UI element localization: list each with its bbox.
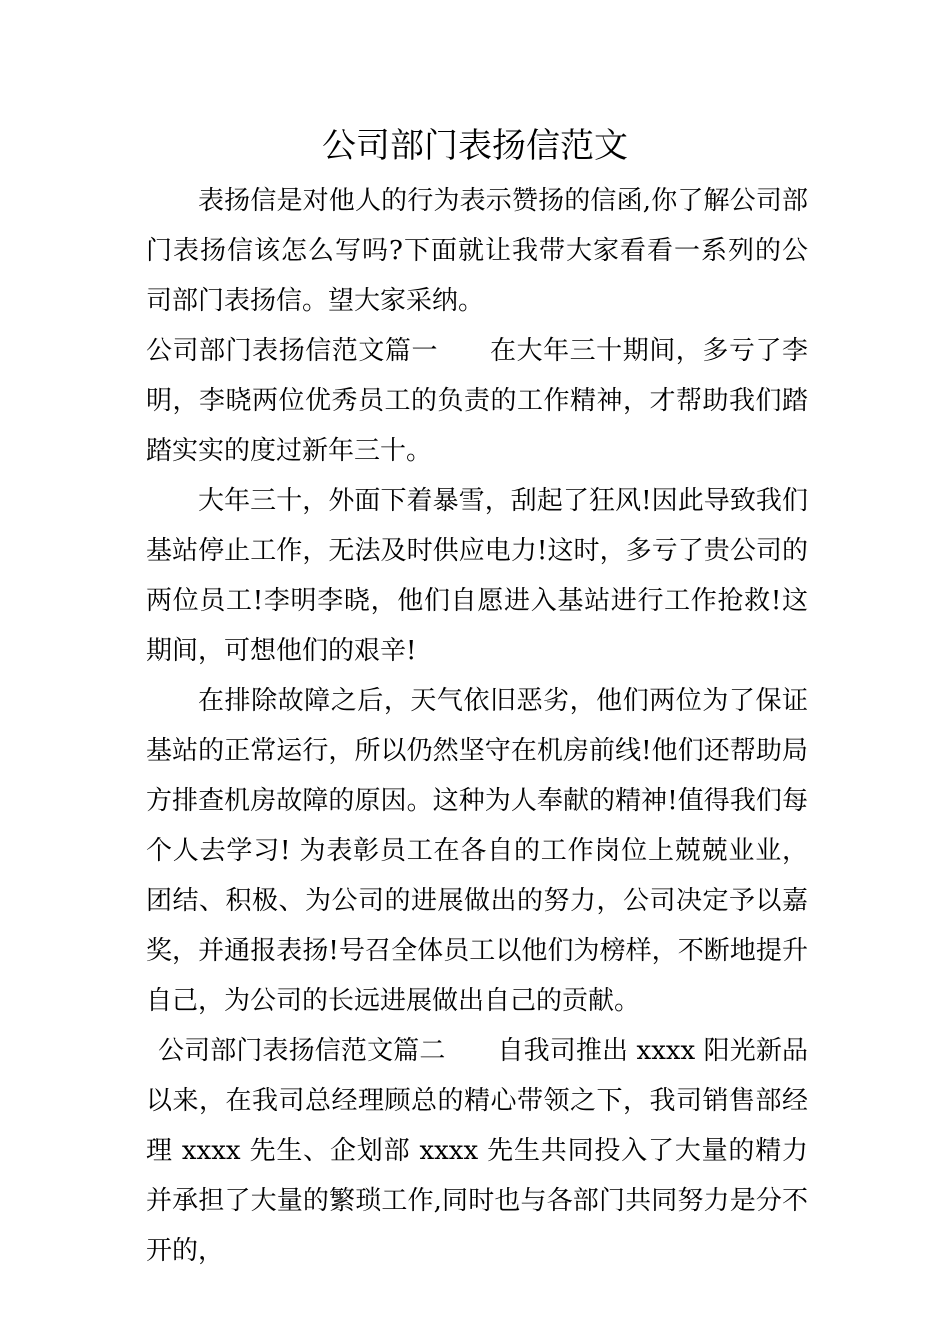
intro-paragraph: 表扬信是对他人的行为表示赞扬的信函,你了解公司部门表扬信该怎么写吗?下面就让我带大家看看一系列的公司部门表扬信。望大家采纳。 [146, 186, 808, 316]
section-1-paragraph-2: 在排除故障之后，天气依旧恶劣，他们两位为了保证基站的正常运行，所以仍然坚守在机房前线!他们还帮助局方排查机房故障的原因。这种为人奉献的精神!值得我们每个人去学习! 为表彰员工在各自的工作岗位上兢兢业业，团结、积极、为公司的进展做出的努力，公司决定予以嘉奖，并通报表扬!号召全体员工以他们为榜样，不断地提升自己，为公司的长远进展做出自己的贡献。 [146, 686, 808, 1016]
section-1-lead: 在大年三十期间，多亏了李明，李晓两位优秀员工的负责的工作精神，才帮助我们踏踏实实的度过新年三十。 [146, 336, 808, 466]
document-title: 公司部门表扬信范文 [322, 126, 628, 166]
section-2-heading: 公司部门表扬信范文篇二 [158, 1036, 446, 1066]
section-2-opening [146, 1026, 808, 1276]
section-1-opening [146, 326, 808, 476]
section-1-paragraph-1: 大年三十，外面下着暴雪，刮起了狂风!因此导致我们基站停止工作，无法及时供应电力!这时，多亏了贵公司的两位员工!李明李晓，他们自愿进入基站进行工作抢救!这期间，可想他们的艰辛! [146, 486, 808, 666]
section-1-heading: 公司部门表扬信范文篇一 [146, 336, 438, 366]
document-body [146, 176, 808, 1276]
section-2-lead: 自我司推出 xxxx 阳光新品以来，在我司总经理顾总的精心带领之下，我司销售部经理 xxxx 先生、企划部 xxxx 先生共同投入了大量的精力并承担了大量的繁琐工作,同时也与各部门共同努力是分不开的， [146, 1036, 808, 1266]
